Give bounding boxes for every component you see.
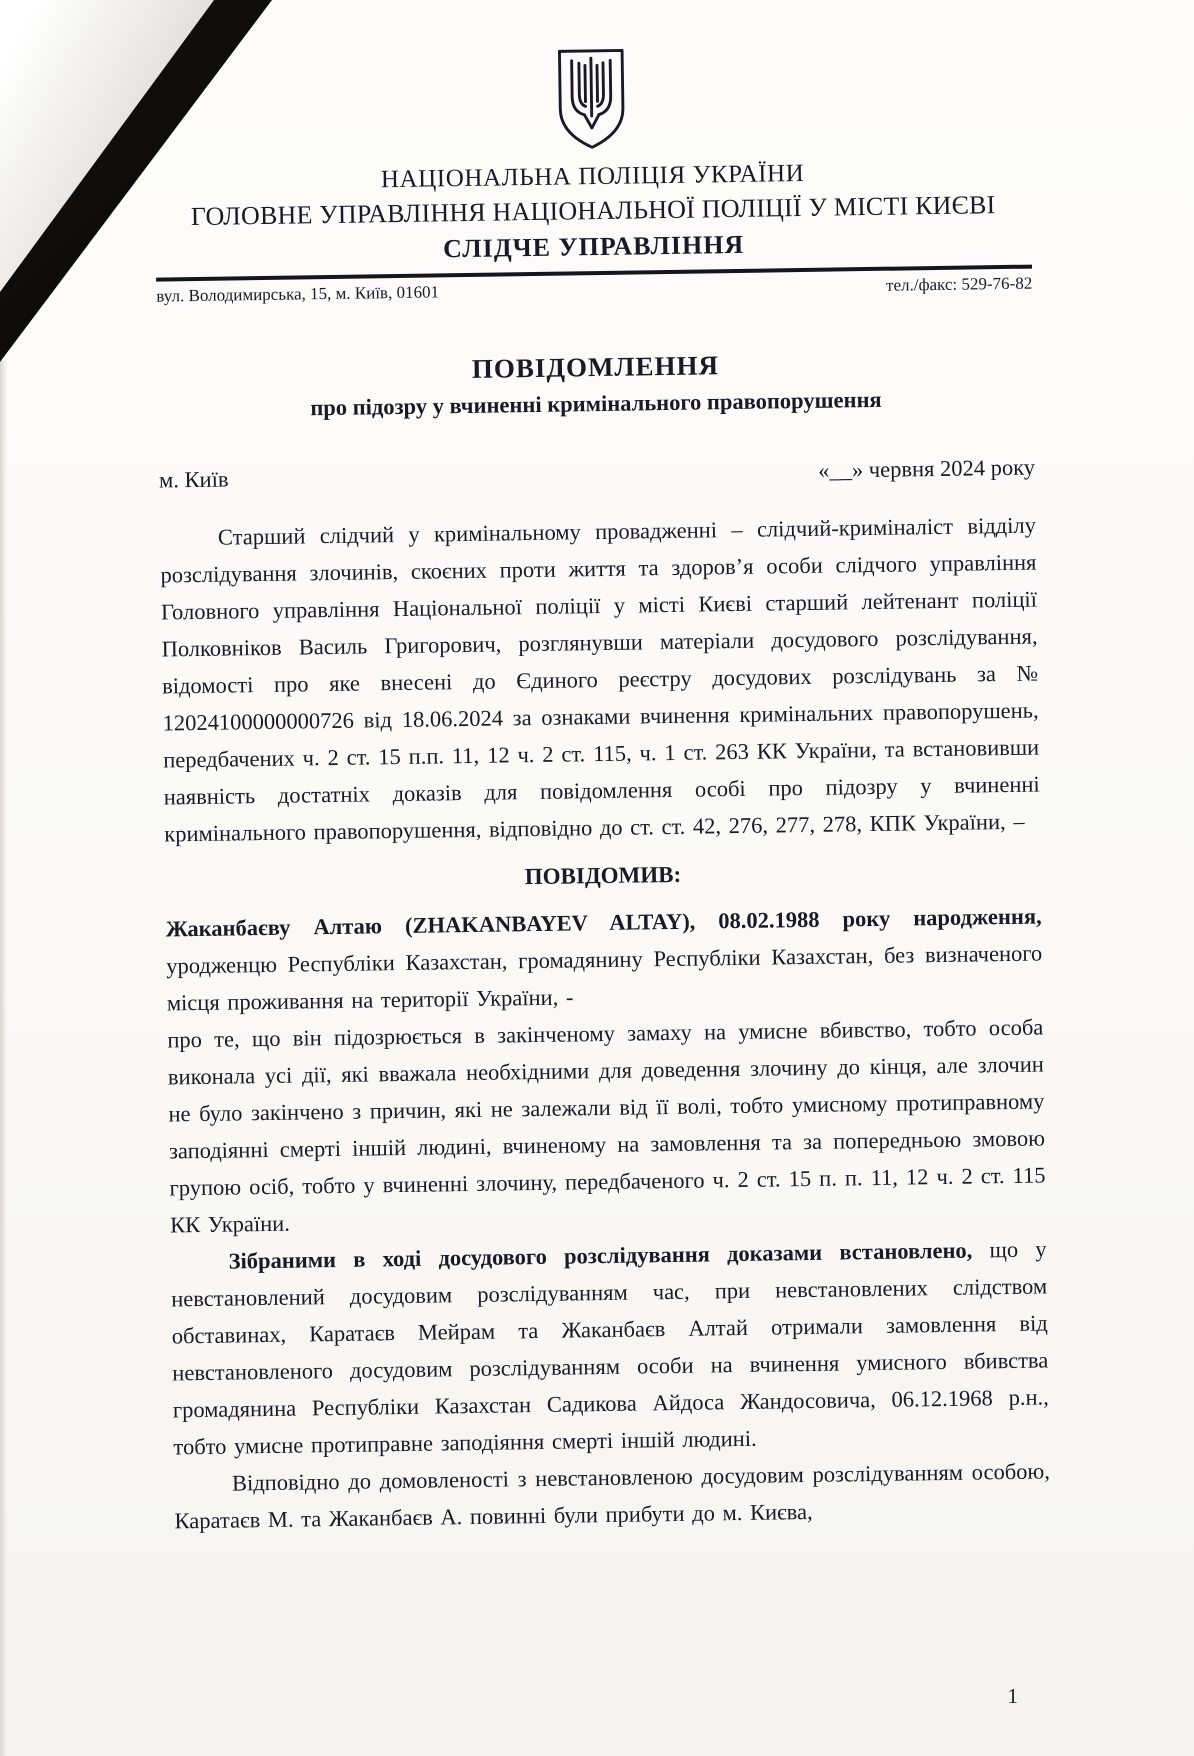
- paragraph-evidence-rest: що у невстановлений досудовим розслідуванням час, при невстановлених слідством обставинах, Каратаєв Мейрам та Жаканбаєв Алтай отримали замовлення від невстановленого досудовим розслідуванням особи на вчинення умисного вбивства громадянина Республіки Казахстан Садикова Айдоса Жандосовича, 06.12.1968 р.н., тобто умисне протиправне заподіяння смерті іншій людині.: [171, 1236, 1049, 1460]
- paragraph-evidence-lead: Зібраними в ході досудового розслідування доказами встановлено,: [228, 1237, 973, 1274]
- povidomyv-heading: ПОВІДОМИВ:: [524, 861, 682, 890]
- coat-of-arms-icon: [153, 40, 1031, 164]
- place-date-line: [159, 455, 1035, 494]
- page-left-edge-shadow: [0, 360, 7, 1756]
- subject-block: [165, 898, 1043, 1022]
- paragraph-intro: Старший слідчий у кримінальному провадженні – слідчий-криміналіст відділу розслідування злочинів, скоєних проти життя та здоров’я особи слідчого управління Головного управління Національної поліції у місті Києві старший лейтенант поліції Полковніков Василь Григорович, розглянувши матеріали досудового розслідування, відомості про яке внесені до Єдиного реєстру досудових розслідувань за № 12024100000000726 від 18.06.2024 за ознаками вчинення кримінальних правопорушень, передбачених ч. 2 ст. 15 п.п. 11, 12 ч. 2 ст. 115, ч. 1 ст. 263 КК України, та встановивши наявність достатніх доказів для повідомлення особі про підозру у вчиненні кримінального правопорушення, відповідно до ст. ст. 42, 276, 277, 278, КПК України, –: [160, 512, 1040, 847]
- org-name-line2: ГОЛОВНЕ УПРАВЛІННЯ НАЦІОНАЛЬНОЇ ПОЛІЦІЇ У МІСТІ КИЄВІ: [190, 190, 996, 232]
- paragraph-evidence: [170, 1230, 1049, 1465]
- paragraph-agreement: Відповідно до домовленості з невстановленою досудовим розслідуванням особою, Каратаєв М. та Жаканбаєв А. повинні були прибути до м. Києва,: [174, 1458, 1051, 1534]
- document-date: «__» червня 2024 року: [818, 454, 1036, 483]
- document-subtitle: про підозру у вчиненні кримінального правопорушення: [310, 386, 882, 421]
- paragraph-suspicion: про те, що він підозрюється в закінченому замаху на умисне вбивство, тобто особа виконала усі дії, які вважала необхідними для доведення злочину до кінця, але злочин не було закінчено з причин, які не залежали від її волі, тобто умисному протиправному заподіянні смерті іншій людині, вчиненому на замовлення та за попередньою змовою групою осіб, тобто у вчиненні злочину, передбаченого ч. 2 ст. 15 п. п. 11, 12 ч. 2 ст. 115 КК України.: [167, 1014, 1046, 1238]
- org-name-line3: СЛІДЧЕ УПРАВЛІННЯ: [442, 229, 745, 264]
- subject-details: уродженцю Республіки Казахстан, громадянину Республіки Казахстан, без визначеного місця проживання на території України, -: [166, 940, 1043, 1016]
- place-city: м. Київ: [158, 466, 229, 493]
- page-number: 1: [1007, 1684, 1018, 1708]
- document-body: [160, 507, 1051, 1540]
- document-title: ПОВІДОМЛЕННЯ: [471, 350, 720, 384]
- letterhead-address: вул. Володимирська, 15, м. Київ, 01601: [156, 282, 440, 306]
- subject-name: Жаканбаєву Алтаю (ZHAKANBAYEV ALTAY), 08.02.1988 року народження,: [165, 903, 1042, 942]
- letterhead: [153, 40, 1033, 307]
- letterhead-phone-fax: тел./факс: 529-76-82: [885, 273, 1033, 295]
- org-name-line1: НАЦІОНАЛЬНА ПОЛІЦІЯ УКРАЇНИ: [380, 159, 805, 194]
